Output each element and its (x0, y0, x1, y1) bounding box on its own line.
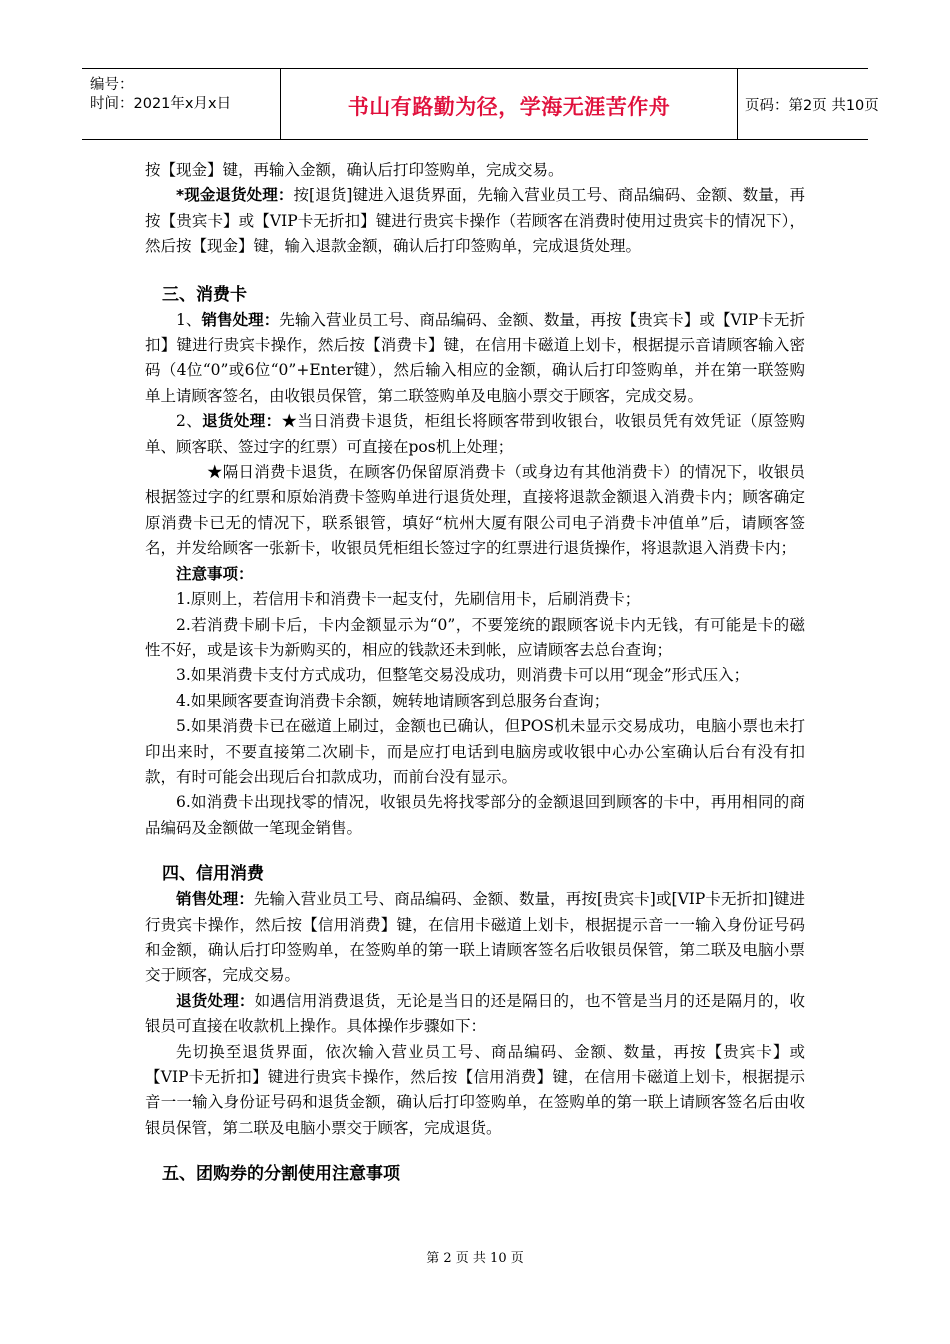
page-footer: 第 2 页 共 10 页 (426, 1251, 524, 1266)
paragraph-text: ★当日消费卡退货，柜组长将顾客带到收银台，收银员凭有效凭证（原签购单、顾客联、签过字的红票）可直接在pos机上处理； (145, 412, 805, 456)
spacer (145, 260, 805, 282)
section-heading: 四、信用消费 (162, 864, 264, 885)
paragraph: ★隔日消费卡退货，在顾客仍保留原消费卡（或身边有其他消费卡）的情况下，收银员根据签过字的红票和原始消费卡签购单进行退货处理，直接将退款金额退入消费卡内；顾客确定原消费卡已无的情况下，联系银管，填好“杭州大厦有限公司电子消费卡冲值单”后，请顾客签名，并发给顾客一张新卡，收银员凭柜组长签过字的红票进行退货操作，将退款退入消费卡内； (145, 463, 805, 558)
motto: 书山有路勤为径，学海无涯苦作舟 (347, 95, 671, 119)
document-body (145, 158, 805, 1187)
paragraph: 先切换至退货界面，依次输入营业员工号、商品编码、金额、数量，再按【贵宾卡】或【VIP卡无折扣】键进行贵宾卡操作，然后按【信用消费】键，在信用卡磁道上划卡，根据提示音一一输入身份证号码和退货金额，确认后打印签购单，在签购单的第一联上请顾客签名后由收银员保管，第二联及电脑小票交于顾客，完成退货。 (145, 1042, 805, 1137)
bold-term: 退货处理： (176, 991, 255, 1010)
note-item: 5.如果消费卡已在磁道上刷过，金额也已确认，但POS机未显示交易成功，电脑小票也未打印出来时，不要直接第二次刷卡，而是应打电话到电脑房或收银中心办公室确认后台有没有扣款，有时可能会出现后台扣款成功，而前台没有显示。 (145, 717, 805, 786)
paragraph-text: 先输入营业员工号、商品编码、金额、数量，再按[贵宾卡]或[VIP卡无折扣]键进行贵宾卡操作，然后按【信用消费】键，在信用卡磁道上划卡，根据提示音一一输入身份证号码和金额，确认后打印签购单，在签购单的第一联上请顾客签名后收银员保管，第二联及电脑小票交于顾客，完成交易。 (145, 890, 805, 985)
number-label: 编号： (90, 77, 134, 93)
paragraph-text: 按[退货]键进入退货界面，先输入营业员工号、商品编码、金额、数量，再按【贵宾卡】或【VIP卡无折扣】键进行贵宾卡操作（若顾客在消费时使用过贵宾卡的情况下），然后按【现金】键，输入退款金额，确认后打印签购单，完成退货处理。 (145, 186, 805, 256)
paragraph-text: 如遇信用消费退货，无论是当日的还是隔日的，也不管是当月的还是隔月的，收银员可直接在收款机上操作。具体操作步骤如下： (145, 991, 805, 1036)
bold-term: 销售处理： (176, 890, 254, 909)
paragraph (145, 887, 805, 989)
bold-term: 销售处理： (201, 310, 280, 329)
bold-term: 退货处理： (202, 412, 282, 431)
paragraph (145, 308, 805, 410)
item-number: 2、 (176, 412, 203, 431)
spacer (145, 1141, 805, 1161)
header-info-cell (82, 69, 280, 139)
spacer (145, 841, 805, 861)
item-number: 1、 (176, 310, 202, 329)
date-label: 时间：2021年x月x日 (90, 96, 232, 112)
paragraph: 按【现金】键，再输入金额，确认后打印签购单，完成交易。 (145, 161, 564, 179)
section-heading: 五、团购券的分割使用注意事项 (162, 1164, 400, 1185)
paragraph-text: 先输入营业员工号、商品编码、金额、数量，再按【贵宾卡】或【VIP卡无折扣】键进行贵宾卡操作，然后按【消费卡】键，在信用卡磁道上划卡，根据提示音请顾客输入密码（4位“0”或6位“0”+Enter键），然后输入相应的金额，确认后打印签购单，并在第一联签购单上请顾客签名，由收银员保管，第二联签购单及电脑小票交于顾客，完成交易。 (145, 310, 805, 405)
note-item: 1.原则上，若信用卡和消费卡一起支付，先刷信用卡，后刷消费卡； (176, 590, 641, 609)
note-item: 4.如果顾客要查询消费卡余额，婉转地请顾客到总服务台查询； (176, 691, 610, 710)
note-item: 6.如消费卡出现找零的情况，收银员先将找零部分的金额退回到顾客的卡中，再用相同的商品编码及金额做一笔现金销售。 (145, 793, 805, 837)
note-item: 3.如果消费卡支付方式成功，但整笔交易没成功，则消费卡可以用“现金”形式压入； (176, 666, 750, 685)
paragraph (145, 989, 805, 1040)
paragraph (145, 409, 805, 460)
header-page-cell (737, 69, 879, 139)
section-heading: 三、消费卡 (162, 284, 247, 305)
note-item: 2.若消费卡刷卡后，卡内金额显示为“0”，不要笼统的跟顾客说卡内无钱，有可能是卡的磁性不好，或是该卡为新购买的，相应的钱款还未到帐，应请顾客去总台查询； (145, 615, 805, 659)
bold-term: *现金退货处理： (176, 186, 294, 205)
page-header (82, 68, 879, 140)
paragraph (145, 183, 805, 259)
page-label: 页码：第2页 共10页 (745, 98, 879, 114)
notes-title: 注意事项： (176, 564, 254, 583)
header-motto-cell (280, 69, 738, 139)
